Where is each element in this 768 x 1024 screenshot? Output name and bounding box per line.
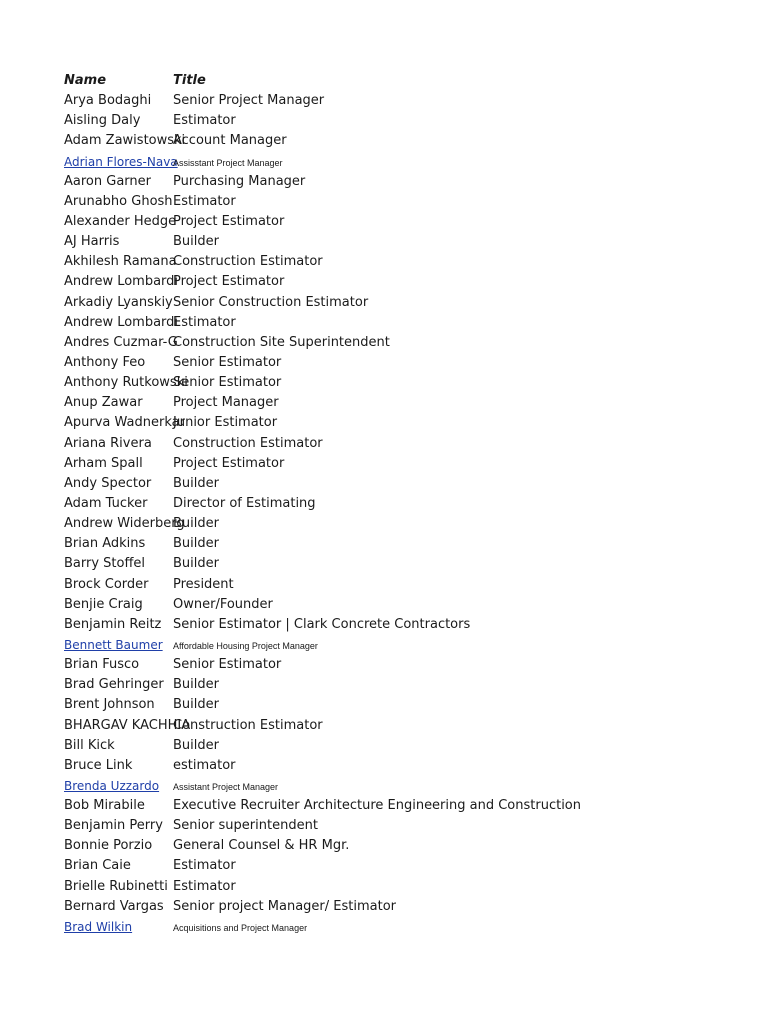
table-row (64, 413, 744, 433)
job-title: Builder (173, 556, 219, 572)
table-row (64, 172, 744, 192)
job-title: Senior Estimator | Clark Concrete Contractors (173, 616, 471, 632)
table-row (64, 877, 744, 897)
table-row (64, 575, 744, 595)
person-name: Brian Caie (64, 858, 131, 874)
job-title: Senior Construction Estimator (173, 294, 369, 310)
table-row (64, 454, 744, 474)
job-title: Builder (173, 697, 219, 713)
person-name: Arham Spall (64, 455, 143, 471)
table-row (64, 333, 744, 353)
table-row (64, 856, 744, 876)
table-row (64, 514, 744, 534)
table-row (64, 675, 744, 695)
table-row (64, 212, 744, 232)
person-name: AJ Harris (64, 234, 120, 250)
table-row (64, 836, 744, 856)
job-title: Senior project Manager/ Estimator (173, 898, 396, 914)
job-title: Estimator (173, 314, 236, 330)
table-row (64, 152, 744, 172)
job-title: Builder (173, 737, 219, 753)
job-title: Builder (173, 234, 219, 250)
job-title: Assisstant Project Manager (173, 157, 283, 168)
person-name-link[interactable]: Adrian Flores-Nava (64, 154, 178, 169)
person-name: Bruce Link (64, 757, 133, 773)
job-title: Builder (173, 516, 219, 532)
table-row (64, 736, 744, 756)
person-name: Anthony Feo (64, 354, 146, 370)
person-name: Andrew Lombardi (64, 274, 179, 290)
table-row (64, 494, 744, 514)
person-name: Brian Fusco (64, 657, 140, 673)
person-name: Akhilesh Ramana (64, 254, 177, 270)
job-title: President (173, 576, 234, 592)
table-row (64, 554, 744, 574)
job-title: Estimator (173, 193, 236, 209)
job-title: Estimator (173, 878, 236, 894)
person-name: Aaron Garner (64, 173, 151, 189)
job-title: Builder (173, 475, 219, 491)
person-name: Adam Zawistowski (64, 133, 186, 149)
job-title: Purchasing Manager (173, 173, 306, 189)
job-title: Construction Site Superintendent (173, 334, 390, 350)
table-row (64, 917, 744, 937)
table-row (64, 434, 744, 454)
job-title: Construction Estimator (173, 717, 323, 733)
table-row (64, 293, 744, 313)
contact-table (64, 71, 744, 937)
job-title: Account Manager (173, 133, 287, 149)
job-title: Construction Estimator (173, 254, 323, 270)
table-row (64, 756, 744, 776)
job-title: General Counsel & HR Mgr. (173, 838, 350, 854)
person-name: BHARGAV KACHHIA (64, 717, 191, 733)
job-title: estimator (173, 757, 236, 773)
person-name: Alexander Hedge (64, 213, 177, 229)
person-name: Brian Adkins (64, 536, 146, 552)
table-row (64, 252, 744, 272)
job-title: Senior Estimator (173, 354, 282, 370)
job-title: Senior superintendent (173, 818, 318, 834)
table-row (64, 353, 744, 373)
person-name: Anthony Rutkowski (64, 375, 188, 391)
job-title: Affordable Housing Project Manager (173, 640, 318, 651)
person-name: Aisling Daly (64, 113, 141, 129)
table-row (64, 91, 744, 111)
person-name: Arunabho Ghosh (64, 193, 173, 209)
person-name: Barry Stoffel (64, 556, 146, 572)
person-name-link[interactable]: Brenda Uzzardo (64, 778, 160, 793)
table-row (64, 192, 744, 212)
person-name: Benjamin Perry (64, 818, 163, 834)
job-title: Project Manager (173, 395, 279, 411)
person-name-link[interactable]: Bennett Baumer (64, 637, 163, 652)
table-body (64, 91, 744, 937)
person-name: Arya Bodaghi (64, 93, 152, 109)
table-row (64, 695, 744, 715)
table-row (64, 272, 744, 292)
person-name: Benjie Craig (64, 596, 143, 612)
table-row (64, 131, 744, 151)
job-title: Builder (173, 677, 219, 693)
table-row (64, 111, 744, 131)
job-title: Acquisitions and Project Manager (173, 922, 308, 933)
person-name: Andres Cuzmar-G (64, 334, 178, 350)
job-title: Project Estimator (173, 213, 285, 229)
table-row (64, 534, 744, 554)
person-name: Anup Zawar (64, 395, 143, 411)
table-row (64, 655, 744, 675)
job-title: Estimator (173, 858, 236, 874)
person-name: Bonnie Porzio (64, 838, 153, 854)
job-title: Executive Recruiter Architecture Engineering and Construction (173, 798, 582, 814)
job-title: Project Estimator (173, 455, 285, 471)
name-column-header: Name (64, 73, 107, 88)
table-row (64, 595, 744, 615)
person-name: Bob Mirabile (64, 798, 145, 814)
person-name: Andrew Widerberg (64, 516, 185, 532)
table-row (64, 776, 744, 796)
person-name: Brent Johnson (64, 697, 155, 713)
table-row (64, 373, 744, 393)
table-row (64, 474, 744, 494)
job-title: Owner/Founder (173, 596, 273, 612)
person-name: Apurva Wadnerkar (64, 415, 185, 431)
table-row (64, 313, 744, 333)
job-title: Project Estimator (173, 274, 285, 290)
job-title: Construction Estimator (173, 435, 323, 451)
table-row (64, 897, 744, 917)
person-name: Adam Tucker (64, 495, 148, 511)
table-row (64, 816, 744, 836)
table-row (64, 796, 744, 816)
person-name: Brielle Rubinetti (64, 878, 168, 894)
person-name: Ariana Rivera (64, 435, 152, 451)
job-title: Builder (173, 536, 219, 552)
person-name-link[interactable]: Brad Wilkin (64, 919, 133, 934)
job-title: Director of Estimating (173, 495, 316, 511)
person-name: Brad Gehringer (64, 677, 164, 693)
table-row (64, 615, 744, 635)
person-name: Benjamin Reitz (64, 616, 162, 632)
table-header-row (64, 71, 744, 91)
table-row (64, 232, 744, 252)
person-name: Brock Corder (64, 576, 149, 592)
job-title: Assistant Project Manager (173, 781, 279, 792)
table-row (64, 393, 744, 413)
job-title: Estimator (173, 113, 236, 129)
job-title: Senior Estimator (173, 375, 282, 391)
person-name: Arkadiy Lyanskiy (64, 294, 173, 310)
table-row (64, 635, 744, 655)
job-title: Junior Estimator (173, 415, 278, 431)
person-name: Bernard Vargas (64, 898, 164, 914)
job-title: Senior Estimator (173, 657, 282, 673)
person-name: Andy Spector (64, 475, 152, 491)
person-name: Andrew Lombardi (64, 314, 179, 330)
table-row (64, 716, 744, 736)
title-column-header: Title (173, 73, 206, 88)
person-name: Bill Kick (64, 737, 115, 753)
job-title: Senior Project Manager (173, 93, 325, 109)
